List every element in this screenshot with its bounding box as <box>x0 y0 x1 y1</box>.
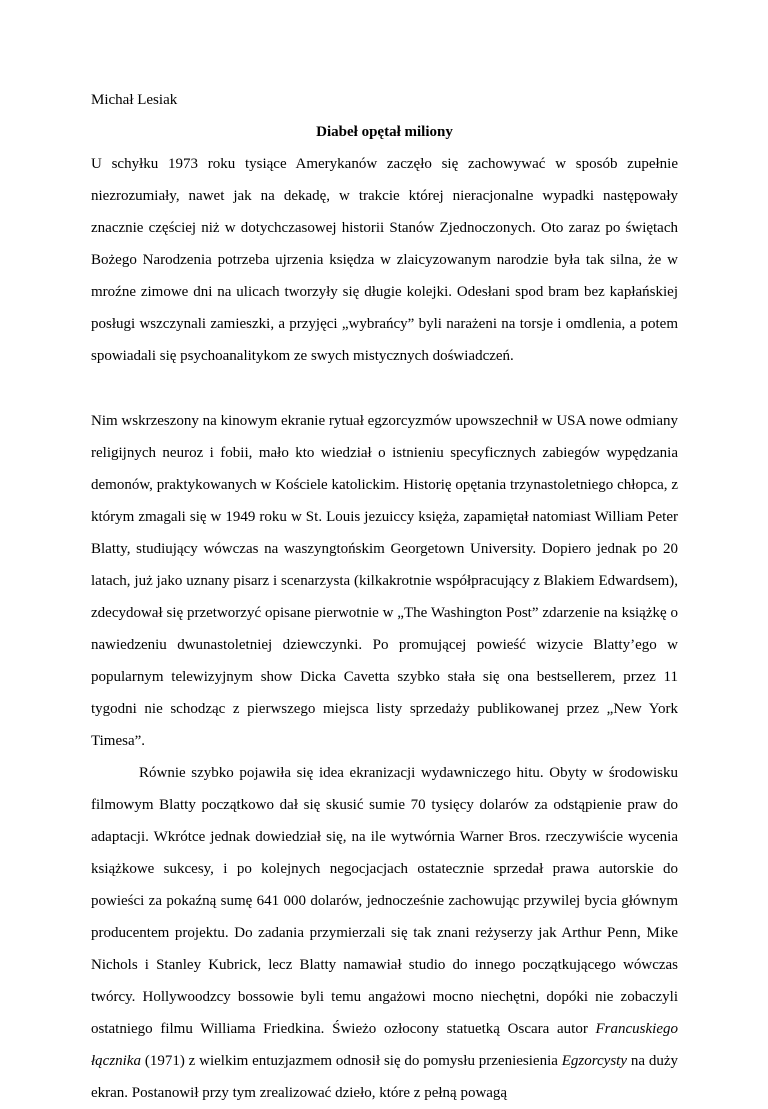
paragraph-3-text-b: (1971) z wielkim entuzjazmem odnosił się do pomysłu przeniesienia <box>141 1053 562 1069</box>
paragraph-3 <box>91 757 678 1109</box>
paragraph-2-text: Nim wskrzeszony na kinowym ekranie rytuał egzorcyzmów upowszechnił w USA nowe odmiany religijnych neuroz i fobii, mało kto wiedział o istnieniu specyficznych zabiegów wypędzania demonów, praktykowanych w Kościele katolickim. Historię opętania trzynastoletniego chłopca, z którym zmagali się w 1949 roku w St. Louis jezuiccy księża, zapamiętał natomiast William Peter Blatty, studiujący wówczas na waszyngtońskim Georgetown University. Dopiero jednak po 20 latach, już jako uznany pisarz i scenarzysta (kilkakrotnie współpracujący z Blakiem Edwardsem), zdecydował się przetworzyć opisane pierwotnie w „The Washington Post” zdarzenie na książkę o nawiedzeniu dwunastoletniej dziewczynki. Po promującej powieść wizycie Blatty’ego w popularnym telewizyjnym show Dicka Cavetta szybko stała się ona bestsellerem, przez 11 tygodni nie schodząc z pierwszego miejsca listy sprzedaży publikowanej przez „New York Timesa”. <box>91 413 678 749</box>
author-name: Michał Lesiak <box>91 92 178 108</box>
film-title-exorcist: Egzorcysty <box>561 1053 627 1069</box>
film-title-french-connection: Francuskiego łącznika <box>91 1021 678 1069</box>
paragraph-3-text-a: Równie szybko pojawiła się idea ekranizacji wydawniczego hitu. Obyty w środowisku filmowym Blatty początkowo dał się skusić sumie 70 tysięcy dolarów za odstąpienie praw do adaptacji. Wkrótce jednak dowiedział się, na ile wytwórnia Warner Bros. rzeczywiście wycenia książkowe sukcesy, i po kolejnych negocjacjach ostatecznie sprzedał prawa autorskie do powieści za pokaźną sumę 641 000 dolarów, jednocześnie zachowując przywilej bycia głównym producentem projektu. Do zadania przymierzali się tak znani reżyserzy jak Arthur Penn, Mike Nichols i Stanley Kubrick, lecz Blatty namawiał studio do innego początkującego wówczas twórcy. Hollywoodzcy bossowie byli temu angażowi mocno niechętni, dopóki nie zobaczyli ostatniego filmu Williama Friedkina. Świeżo ozłocony statuetką Oscara autor <box>91 765 678 1037</box>
document-page <box>91 84 678 1109</box>
paragraph-1-text: U schyłku 1973 roku tysiące Amerykanów zaczęło się zachowywać w sposób zupełnie niezrozumiały, nawet jak na dekadę, w trakcie której nieracjonalne wypadki następowały znacznie częściej niż w dotychczasowej historii Stanów Zjednoczonych. Oto zaraz po świętach Bożego Narodzenia potrzeba ujrzenia księdza w zlaicyzowanym narodzie była tak silna, że w mroźne zimowe dni na ulicach tworzyły się długie kolejki. Odesłani spod bram bez kapłańskiej posługi wszczynali zamieszki, a przyjęci „wybrańcy” byli narażeni na torsje i omdlenia, a potem spowiadali się psychoanalitykom ze swych mistycznych doświadczeń. <box>91 156 678 364</box>
paragraph-1 <box>91 148 678 372</box>
paragraph-2 <box>91 405 678 757</box>
article-title: Diabeł opętał miliony <box>316 124 453 140</box>
paragraph-3-text-c: na duży ekran. Postanowił przy tym zrealizować dzieło, które z pełną powagą <box>91 1053 678 1101</box>
